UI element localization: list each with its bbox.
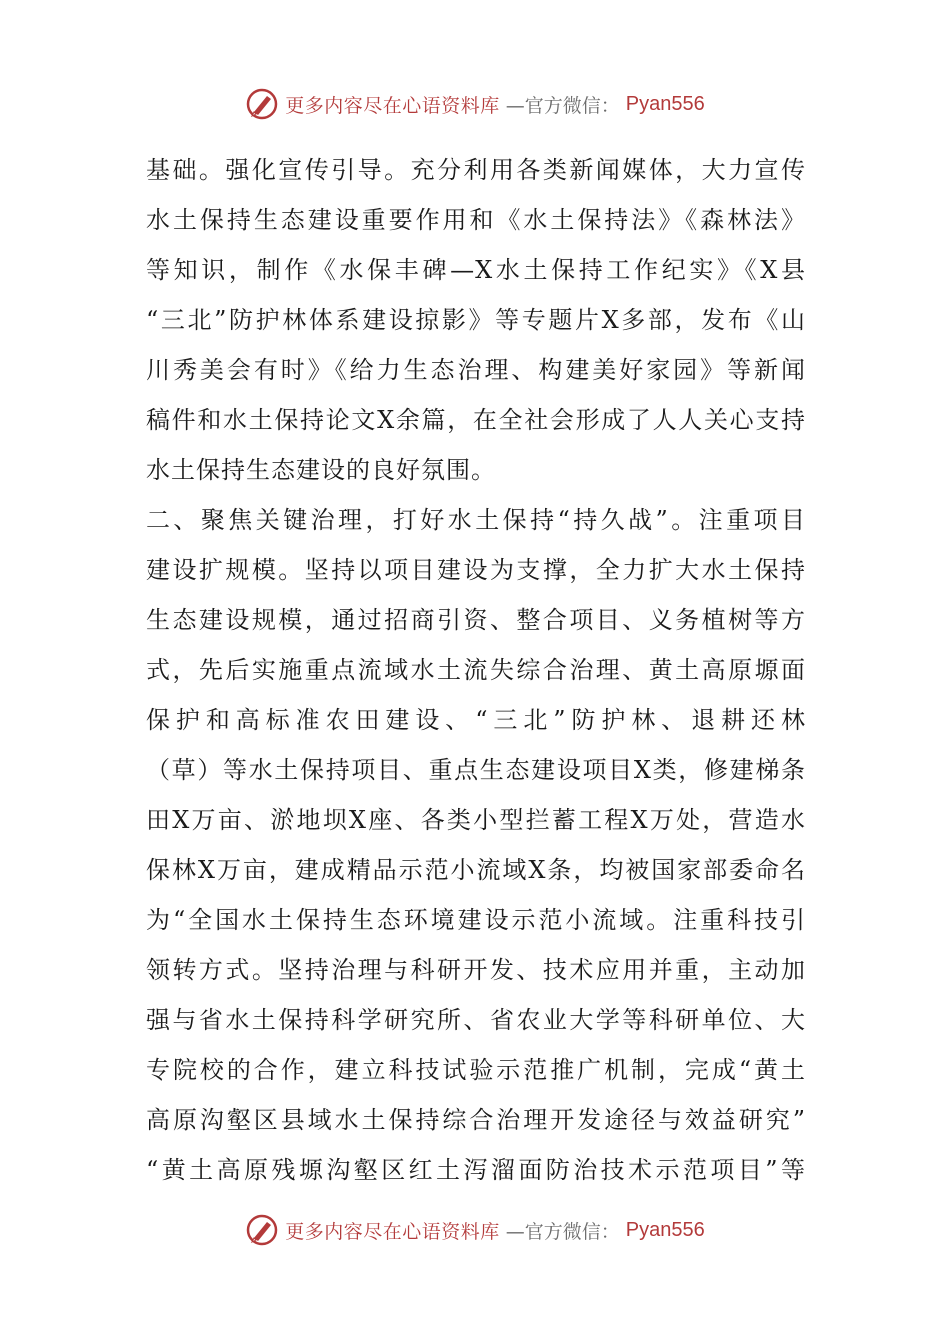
text-line: 等知识，制作《水保丰碑—X水土保持工作纪实》《X县	[146, 256, 806, 284]
text-line: 稿件和水土保持论文X余篇，在全社会形成了人人关心支持	[146, 406, 806, 434]
text-line: 强与省水土保持科学研究所、省农业大学等科研单位、大	[146, 1006, 806, 1034]
text-line: 二、聚焦关键治理，打好水土保持“持久战”。注重项目	[146, 506, 806, 534]
text-line: 高原沟壑区县域水土保持综合治理开发途径与效益研究”	[146, 1106, 806, 1134]
text-line: 生态建设规模，通过招商引资、整合项目、义务植树等方	[146, 606, 806, 634]
footer-wechat-id: Pyan556	[625, 1218, 705, 1241]
footer-wechat-label: —官方微信：	[505, 1220, 620, 1243]
text-line: 建设扩规模。坚持以项目建设为支撑，全力扩大水土保持	[146, 556, 806, 584]
pen-logo-icon	[245, 1213, 279, 1247]
text-line: 为“全国水土保持生态环境建设示范小流域。注重科技引	[146, 906, 806, 934]
header-wechat-id: Pyan556	[625, 92, 705, 115]
text-line: 川秀美会有时》《给力生态治理、构建美好家园》等新闻	[146, 356, 806, 384]
text-line: 保林X万亩，建成精品示范小流域X条，均被国家部委命名	[146, 856, 806, 884]
text-line: 水土保持生态建设重要作用和《水土保持法》《森林法》	[146, 206, 806, 234]
footer-brand-text: 更多内容尽在心语资料库	[285, 1220, 500, 1243]
pen-logo-icon	[245, 87, 279, 121]
header-brand-text: 更多内容尽在心语资料库	[285, 94, 500, 117]
text-line: （草）等水土保持项目、重点生态建设项目X类，修建梯条	[146, 756, 806, 784]
text-line: 领转方式。坚持治理与科研开发、技术应用并重，主动加	[146, 956, 806, 984]
text-line: “三北”防护林体系建设掠影》等专题片X多部，发布《山	[146, 306, 806, 334]
text-line: 专院校的合作，建立科技试验示范推广机制，完成“黄土	[146, 1056, 806, 1084]
document-body	[146, 145, 806, 1195]
text-line: 保护和高标准农田建设、“三北”防护林、退耕还林	[146, 706, 806, 734]
text-line: “黄土高原残塬沟壑区红土泻溜面防治技术示范项目”等	[146, 1156, 806, 1184]
text-line: 水土保持生态建设的良好氛围。	[146, 456, 496, 484]
header-banner	[0, 84, 950, 124]
text-line: 基础。强化宣传引导。充分利用各类新闻媒体，大力宣传	[146, 156, 806, 184]
header-wechat-label: —官方微信：	[505, 94, 620, 117]
text-line: 田X万亩、淤地坝X座、各类小型拦蓄工程X万处，营造水	[146, 806, 806, 834]
footer-banner	[0, 1210, 950, 1250]
text-line: 式，先后实施重点流域水土流失综合治理、黄土高原塬面	[146, 656, 806, 684]
